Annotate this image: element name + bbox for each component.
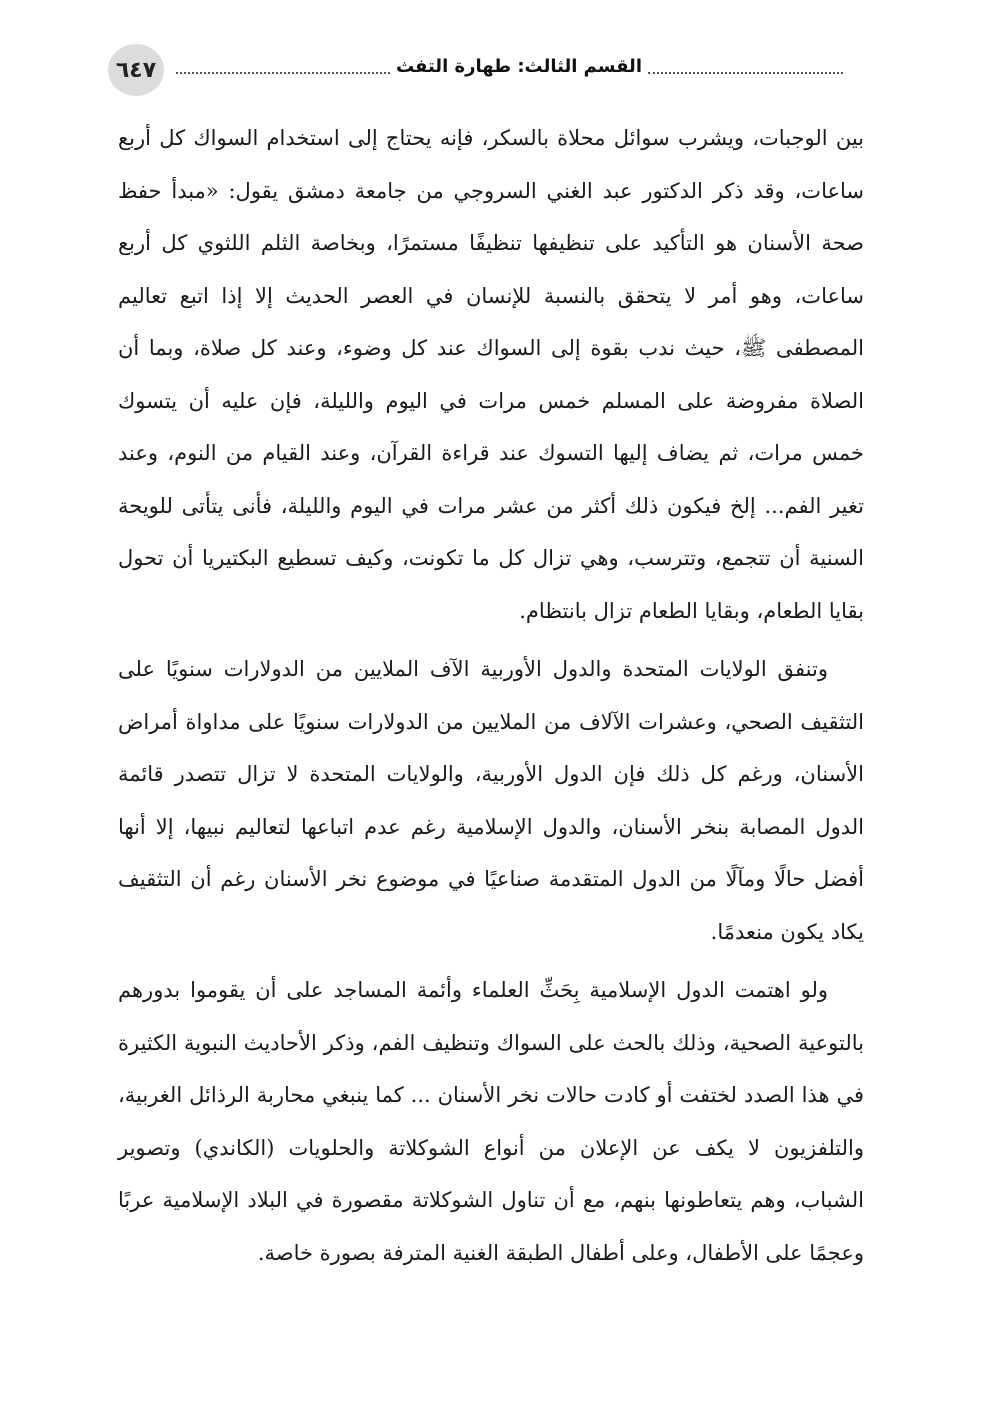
page-body: [118, 112, 864, 1285]
body-paragraph-3: ولو اهتمت الدول الإسلامية بِحَثِّ العلماء وأئمة المساجد على أن يقوموا بدورهم بالتوعية الصحية، وذلك بالحث على السواك وتنظيف الفم، وذكر الأحاديث النبوية الكثيرة في هذا الصدد لختفت أو كادت حالات نخر الأسنان ... كما ينبغي محاربة الرذائل الغربية، والتلفزيون لا يكف عن الإعلان من أنواع الشوكلاتة والحلويات (الكاندي) وتصوير الشباب، وهم يتعاطونها بنهم، مع أن تناول الشوكلاتة مقصورة في البلاد الإسلامية عربًا وعجمًا على الأطفال، وعلى أطفال الطبقة الغنية المترفة بصورة خاصة.: [118, 978, 864, 1265]
body-paragraph-1: بين الوجبات، ويشرب سوائل محلاة بالسكر، فإنه يحتاج إلى استخدام السواك كل أربع ساعات، وقد ذكر الدكتور عبد الغني السروجي من جامعة دمشق يقول: «مبدأ حفظ صحة الأسنان هو التأكيد على تنظيفها تنظيفًا مستمرًا، وبخاصة الثلم اللثوي كل أربع ساعات، وهو أمر لا يتحقق بالنسبة للإنسان في العصر الحديث إلا إذا اتبع تعاليم المصطفى ﷺ، حيث ندب بقوة إلى السواك عند كل وضوء، وعند كل صلاة، وبما أن الصلاة مفروضة على المسلم خمس مرات في اليوم والليلة، فإن عليه أن يتسوك خمس مرات، ثم يضاف إليها التسوك عند قراءة القرآن، وعند القيام من النوم، وعند تغير الفم... إلخ فيكون ذلك أكثر من عشر مرات في اليوم والليلة، فأنى يتأتى للويحة السنية أن تتجمع، وتترسب، وهي تزال كل ما تكونت، وكيف تسطيع البكتيريا أن تحول بقايا الطعام، وبقايا الطعام تزال بانتظام.: [118, 126, 864, 623]
running-title: القسم الثالث: طهارة التفث: [395, 56, 642, 77]
page-header: [108, 44, 850, 96]
header-dotted-leader-left: [176, 72, 390, 74]
page-number-badge: ٦٤٧: [108, 44, 164, 96]
header-dotted-leader-right: [648, 72, 843, 74]
body-paragraph-2: وتنفق الولايات المتحدة والدول الأوربية الآف الملايين من الدولارات سنويًا على التثقيف الصحي، وعشرات الآلاف من الملايين من الدولارات سنويًا على مداواة أمراض الأسنان، ورغم كل ذلك فإن الدول الأوربية، والولايات المتحدة لا تزال تتصدر قائمة الدول المصابة بنخر الأسنان، والدول الإسلامية رغم عدم اتباعها لتعاليم نبيها، إلا أنها أفضل حالًا ومآلًا من الدول المتقدمة صناعيًا في موضوع نخر الأسنان رغم أن التثقيف يكاد يكون منعدمًا.: [118, 657, 864, 944]
